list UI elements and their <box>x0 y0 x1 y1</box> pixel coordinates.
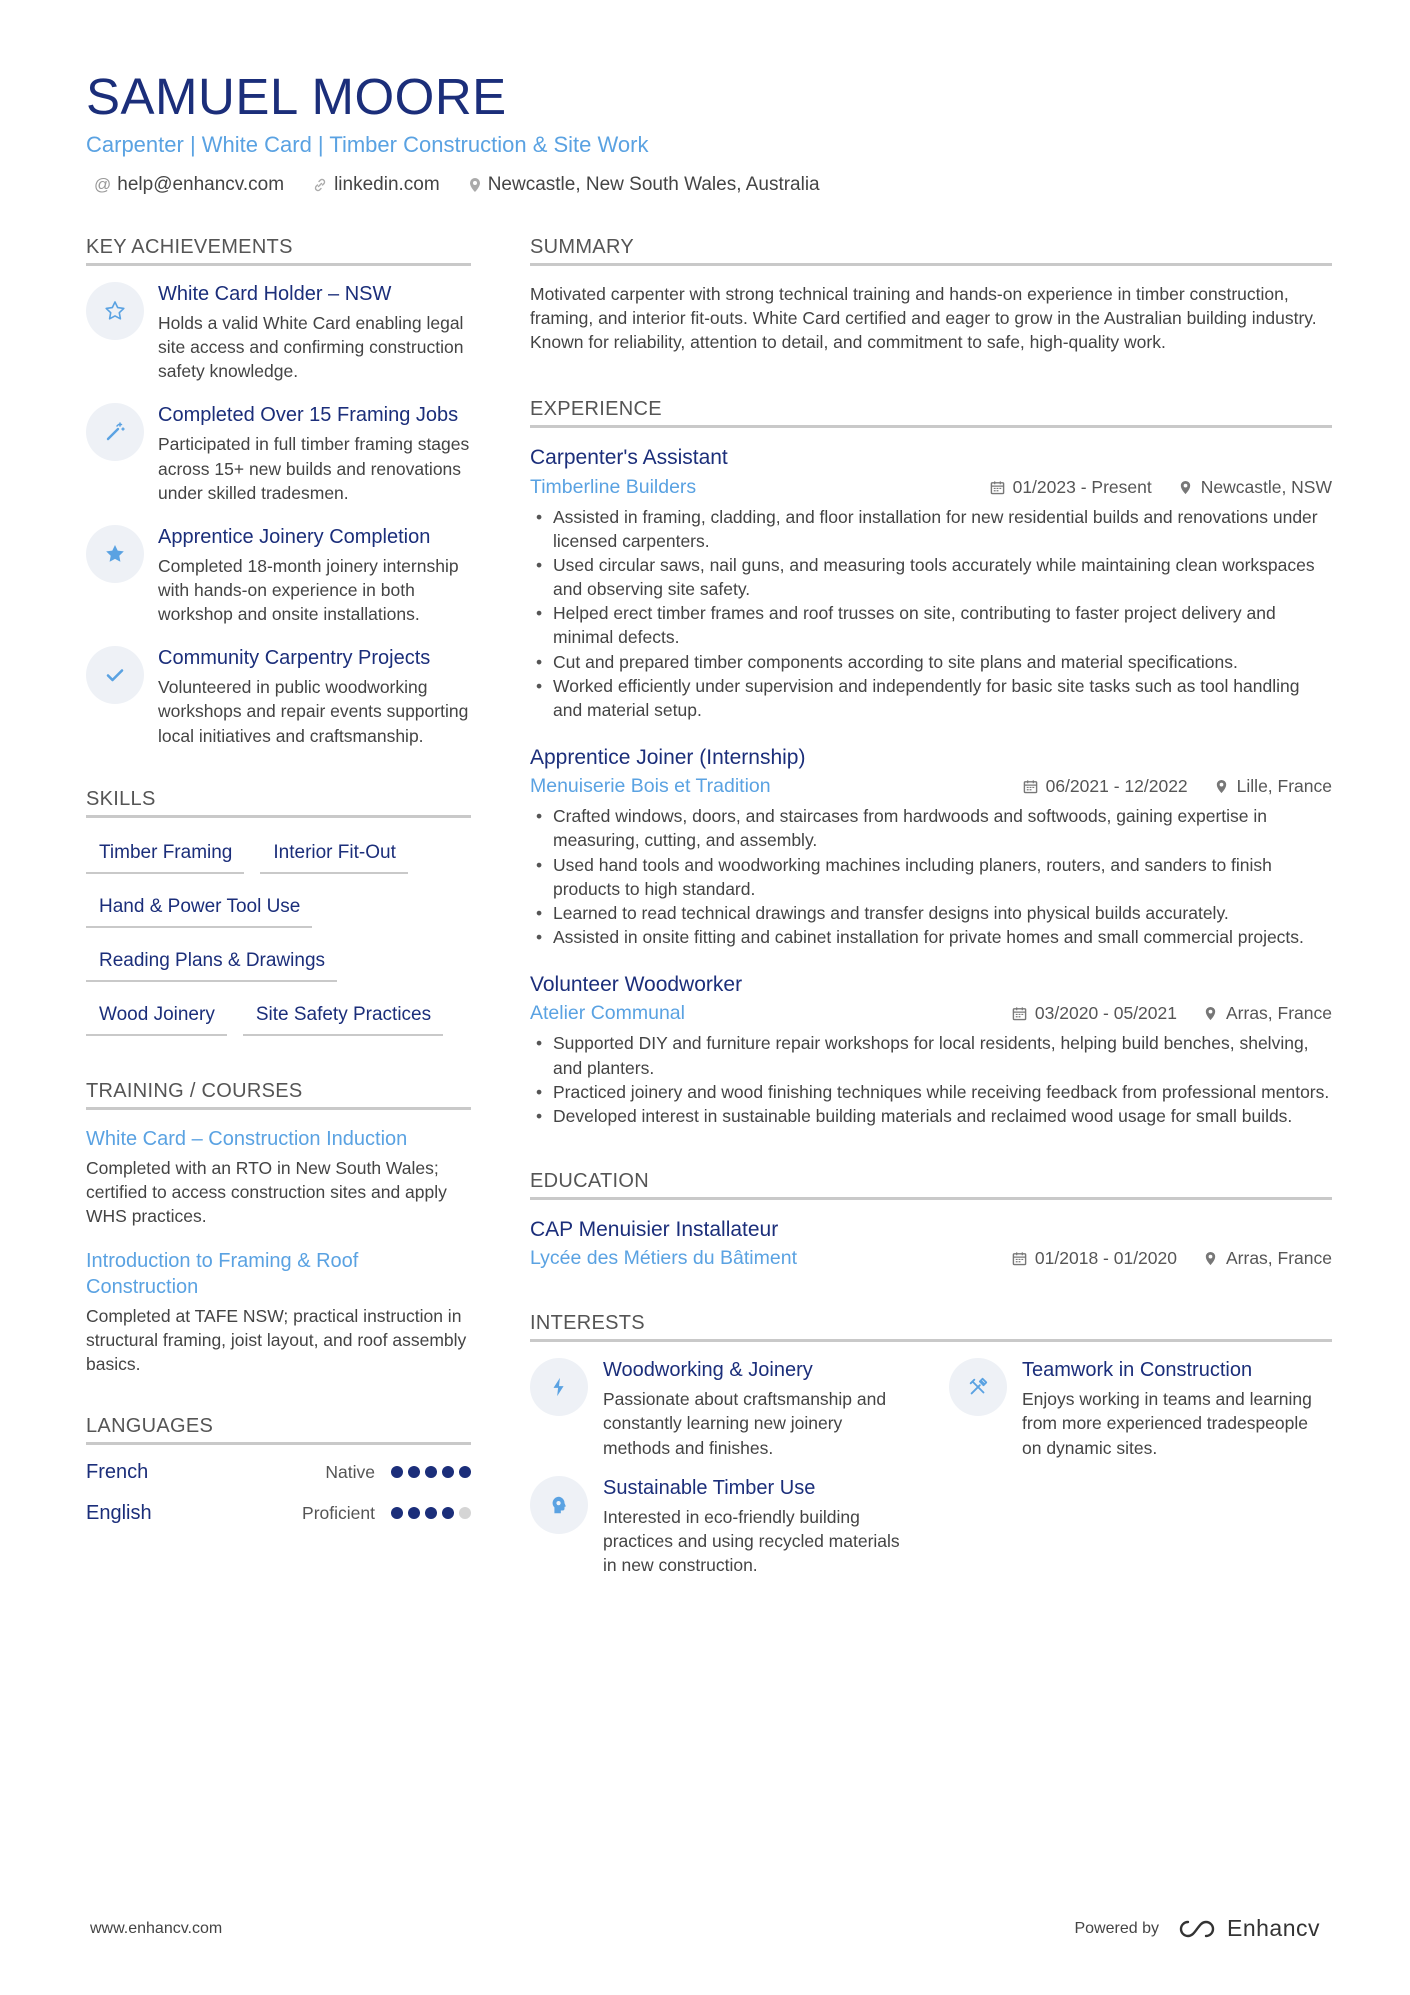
interest-desc: Interested in eco-friendly building practices and using recycled materials in new construction. <box>603 1506 900 1575</box>
skills-heading: SKILLS <box>86 788 471 818</box>
education-location-text: Arras, France <box>1226 1248 1332 1269</box>
candidate-name: SAMUEL MOORE <box>86 68 507 125</box>
magic-wand-icon <box>86 403 144 461</box>
link-icon <box>312 177 328 193</box>
rating-dot <box>425 1507 437 1519</box>
location-pin-icon <box>468 177 482 193</box>
job-dates <box>1023 776 1188 797</box>
linkedin-text: linkedin.com <box>334 173 440 195</box>
skill-tag: Reading Plans & Drawings <box>86 942 337 982</box>
rating-dot <box>442 1466 454 1478</box>
training-heading: TRAINING / COURSES <box>86 1080 471 1110</box>
job-dates-text: 06/2021 - 12/2022 <box>1045 776 1188 797</box>
achievement-item <box>86 403 471 504</box>
achievements-heading: KEY ACHIEVEMENTS <box>86 236 471 266</box>
right-column <box>530 236 1332 1577</box>
course-item <box>86 1248 471 1376</box>
language-rating <box>391 1507 471 1519</box>
page-footer <box>90 1915 1320 1942</box>
rating-dot <box>391 1466 403 1478</box>
job-bullet: • Used circular saws, nail guns, and measuring tools accurately while maintaining clean workspaces and observing site safety. <box>530 553 1332 601</box>
contact-email[interactable] <box>94 174 284 196</box>
contact-linkedin[interactable] <box>312 174 440 196</box>
rating-dot <box>408 1507 420 1519</box>
enhancv-logo-icon <box>1175 1918 1219 1940</box>
achievement-title: Community Carpentry Projects <box>158 647 431 670</box>
experience-heading: EXPERIENCE <box>530 398 1332 428</box>
experience-entry <box>530 744 1332 949</box>
job-bullet: • Helped erect timber frames and roof trusses on site, contributing to faster project delivery and minimal defects. <box>530 601 1332 649</box>
job-bullet: • Practiced joinery and wood finishing techniques while receiving feedback from professional mentors. <box>530 1080 1332 1104</box>
job-bullet: • Assisted in onsite fitting and cabinet installation for private homes and small commercial projects. <box>530 925 1332 949</box>
achievement-title: White Card Holder – NSW <box>158 283 392 305</box>
contact-location <box>468 174 820 196</box>
course-title: White Card – Construction Induction <box>86 1127 408 1150</box>
calendar-icon <box>1023 779 1038 794</box>
job-company: Atelier Communal <box>530 1002 685 1025</box>
job-location-text: Newcastle, NSW <box>1200 476 1332 497</box>
education-location <box>1203 1248 1332 1269</box>
interest-desc: Passionate about craftsmanship and constantly learning new joinery methods and finishes. <box>603 1389 887 1458</box>
job-bullet: • Worked efficiently under supervision and independently for basic site tasks such as tool handling and material setup. <box>530 674 1332 722</box>
education-dates <box>1012 1248 1177 1269</box>
achievement-item <box>86 282 471 383</box>
language-name: English <box>86 1501 152 1524</box>
job-location-text: Lille, France <box>1236 776 1332 797</box>
achievement-item <box>86 525 471 626</box>
job-bullets <box>530 1031 1332 1128</box>
rating-dot <box>425 1466 437 1478</box>
course-title: Introduction to Framing & Roof Construction <box>86 1250 359 1299</box>
language-name: French <box>86 1460 149 1483</box>
head-gear-icon <box>530 1476 588 1534</box>
interest-desc: Enjoys working in teams and learning from more experienced tradespeople on dynamic sites. <box>1022 1389 1312 1458</box>
interest-title: Teamwork in Construction <box>1022 1359 1253 1382</box>
enhancv-logo[interactable] <box>1175 1915 1320 1942</box>
job-bullets <box>530 505 1332 722</box>
degree-title: CAP Menuisier Installateur <box>530 1217 779 1241</box>
language-level: Native <box>325 1461 375 1482</box>
achievement-desc: Holds a valid White Card enabling legal site access and confirming construction safety knowledge. <box>158 313 464 382</box>
job-dates <box>1012 1003 1177 1024</box>
school-name: Lycée des Métiers du Bâtiment <box>530 1247 797 1270</box>
skill-tag: Site Safety Practices <box>243 996 443 1036</box>
location-pin-icon <box>1178 480 1193 495</box>
languages-heading: LANGUAGES <box>86 1415 471 1445</box>
job-bullet: • Supported DIY and furniture repair workshops for local residents, helping build benches, shelving, and planters. <box>530 1031 1332 1079</box>
education-dates-text: 01/2018 - 01/2020 <box>1034 1248 1177 1269</box>
skill-tag: Hand & Power Tool Use <box>86 888 312 928</box>
contact-row <box>86 174 1332 196</box>
at-icon: @ <box>94 174 112 194</box>
job-dates-text: 03/2020 - 05/2021 <box>1034 1003 1177 1024</box>
skills-list <box>86 834 471 1036</box>
job-bullet: • Cut and prepared timber components according to site plans and material specifications. <box>530 650 1332 674</box>
language-level: Proficient <box>302 1502 375 1523</box>
star-filled-icon <box>86 525 144 583</box>
interest-item <box>530 1358 913 1459</box>
job-bullet: • Assisted in framing, cladding, and floor installation for new residential builds and renovations under licensed carpenters. <box>530 505 1332 553</box>
achievement-title: Apprentice Joinery Completion <box>158 525 431 548</box>
job-bullet: • Used hand tools and woodworking machines including planers, routers, and sanders to finish products to high standard. <box>530 853 1332 901</box>
skill-tag: Wood Joinery <box>86 996 227 1036</box>
interest-title: Woodworking & Joinery <box>603 1359 813 1382</box>
job-location <box>1214 776 1332 797</box>
job-bullet: • Learned to read technical drawings and transfer designs into physical builds accurately. <box>530 901 1332 925</box>
location-pin-icon <box>1203 1251 1218 1266</box>
left-column <box>86 236 471 1543</box>
job-location <box>1178 477 1332 498</box>
summary-text: Motivated carpenter with strong technical training and hands-on experience in timber construction, framing, and interior fit-outs. White Card certified and eager to grow in the Australian building industry. Known for reliability, attention to detail, and commitment to safe, high-quality work. <box>530 284 1317 353</box>
location-pin-icon <box>1214 779 1229 794</box>
job-title: Carpenter's Assistant <box>530 446 728 470</box>
job-title: Apprentice Joiner (Internship) <box>530 745 806 769</box>
job-bullets <box>530 804 1332 949</box>
course-desc: Completed at TAFE NSW; practical instruction in structural framing, joist layout, and roof assembly basics. <box>86 1306 467 1375</box>
skill-tag: Interior Fit-Out <box>260 834 407 874</box>
summary-heading: SUMMARY <box>530 236 1332 266</box>
education-entry <box>530 1216 1332 1270</box>
course-desc: Completed with an RTO in New South Wales; certified to access construction sites and apply WHS practices. <box>86 1157 447 1226</box>
calendar-icon <box>1012 1251 1027 1266</box>
interest-title: Sustainable Timber Use <box>603 1476 816 1499</box>
achievement-desc: Completed 18-month joinery internship with hands-on experience in both workshop and onsite installations. <box>158 555 459 625</box>
lightning-icon <box>530 1358 588 1416</box>
job-company: Menuiserie Bois et Tradition <box>530 775 771 798</box>
powered-by-label: Powered by <box>1074 1919 1159 1937</box>
language-rating <box>391 1466 471 1478</box>
achievement-item <box>86 646 471 747</box>
job-bullet: • Crafted windows, doors, and staircases from hardwoods and softwoods, gaining expertise in measuring, cutting, and assembly. <box>530 804 1332 852</box>
interest-item <box>949 1358 1332 1459</box>
calendar-icon <box>990 480 1005 495</box>
footer-website[interactable]: www.enhancv.com <box>90 1919 223 1937</box>
location-pin-icon <box>1203 1006 1218 1021</box>
achievement-desc: Participated in full timber framing stages across 15+ new builds and renovations under skilled tradesmen. <box>158 434 470 503</box>
job-bullet: • Developed interest in sustainable building materials and reclaimed wood usage for small builds. <box>530 1104 1332 1128</box>
job-location-text: Arras, France <box>1226 1003 1332 1024</box>
brand-name: Enhancv <box>1226 1915 1320 1941</box>
email-text: help@enhancv.com <box>117 173 285 195</box>
experience-entry <box>530 444 1332 722</box>
language-item <box>86 1461 471 1484</box>
rating-dot <box>391 1507 403 1519</box>
language-item <box>86 1502 471 1525</box>
job-title: Volunteer Woodworker <box>530 973 743 997</box>
job-company: Timberline Builders <box>530 475 697 498</box>
course-item <box>86 1126 471 1228</box>
job-dates <box>990 477 1152 498</box>
candidate-title: Carpenter | White Card | Timber Construction & Site Work <box>86 131 649 157</box>
interests-heading: INTERESTS <box>530 1312 1332 1342</box>
job-dates-text: 01/2023 - Present <box>1012 476 1152 497</box>
skill-tag: Timber Framing <box>86 834 244 874</box>
education-heading: EDUCATION <box>530 1170 1332 1200</box>
location-text: Newcastle, New South Wales, Australia <box>487 173 820 195</box>
checkmark-icon <box>86 646 144 704</box>
star-outline-icon <box>86 282 144 340</box>
rating-dot <box>459 1466 471 1478</box>
rating-dot <box>442 1507 454 1519</box>
job-location <box>1203 1003 1332 1024</box>
interests-grid <box>530 1358 1332 1577</box>
experience-entry <box>530 971 1332 1128</box>
calendar-icon <box>1012 1006 1027 1021</box>
rating-dot <box>408 1466 420 1478</box>
rating-dot <box>459 1507 471 1519</box>
tools-icon <box>949 1358 1007 1416</box>
resume-page <box>86 68 1332 1575</box>
achievement-title: Completed Over 15 Framing Jobs <box>158 404 459 427</box>
interest-item <box>530 1476 913 1577</box>
achievement-desc: Volunteered in public woodworking workshops and repair events supporting local initiatives and craftsmanship. <box>158 677 469 746</box>
